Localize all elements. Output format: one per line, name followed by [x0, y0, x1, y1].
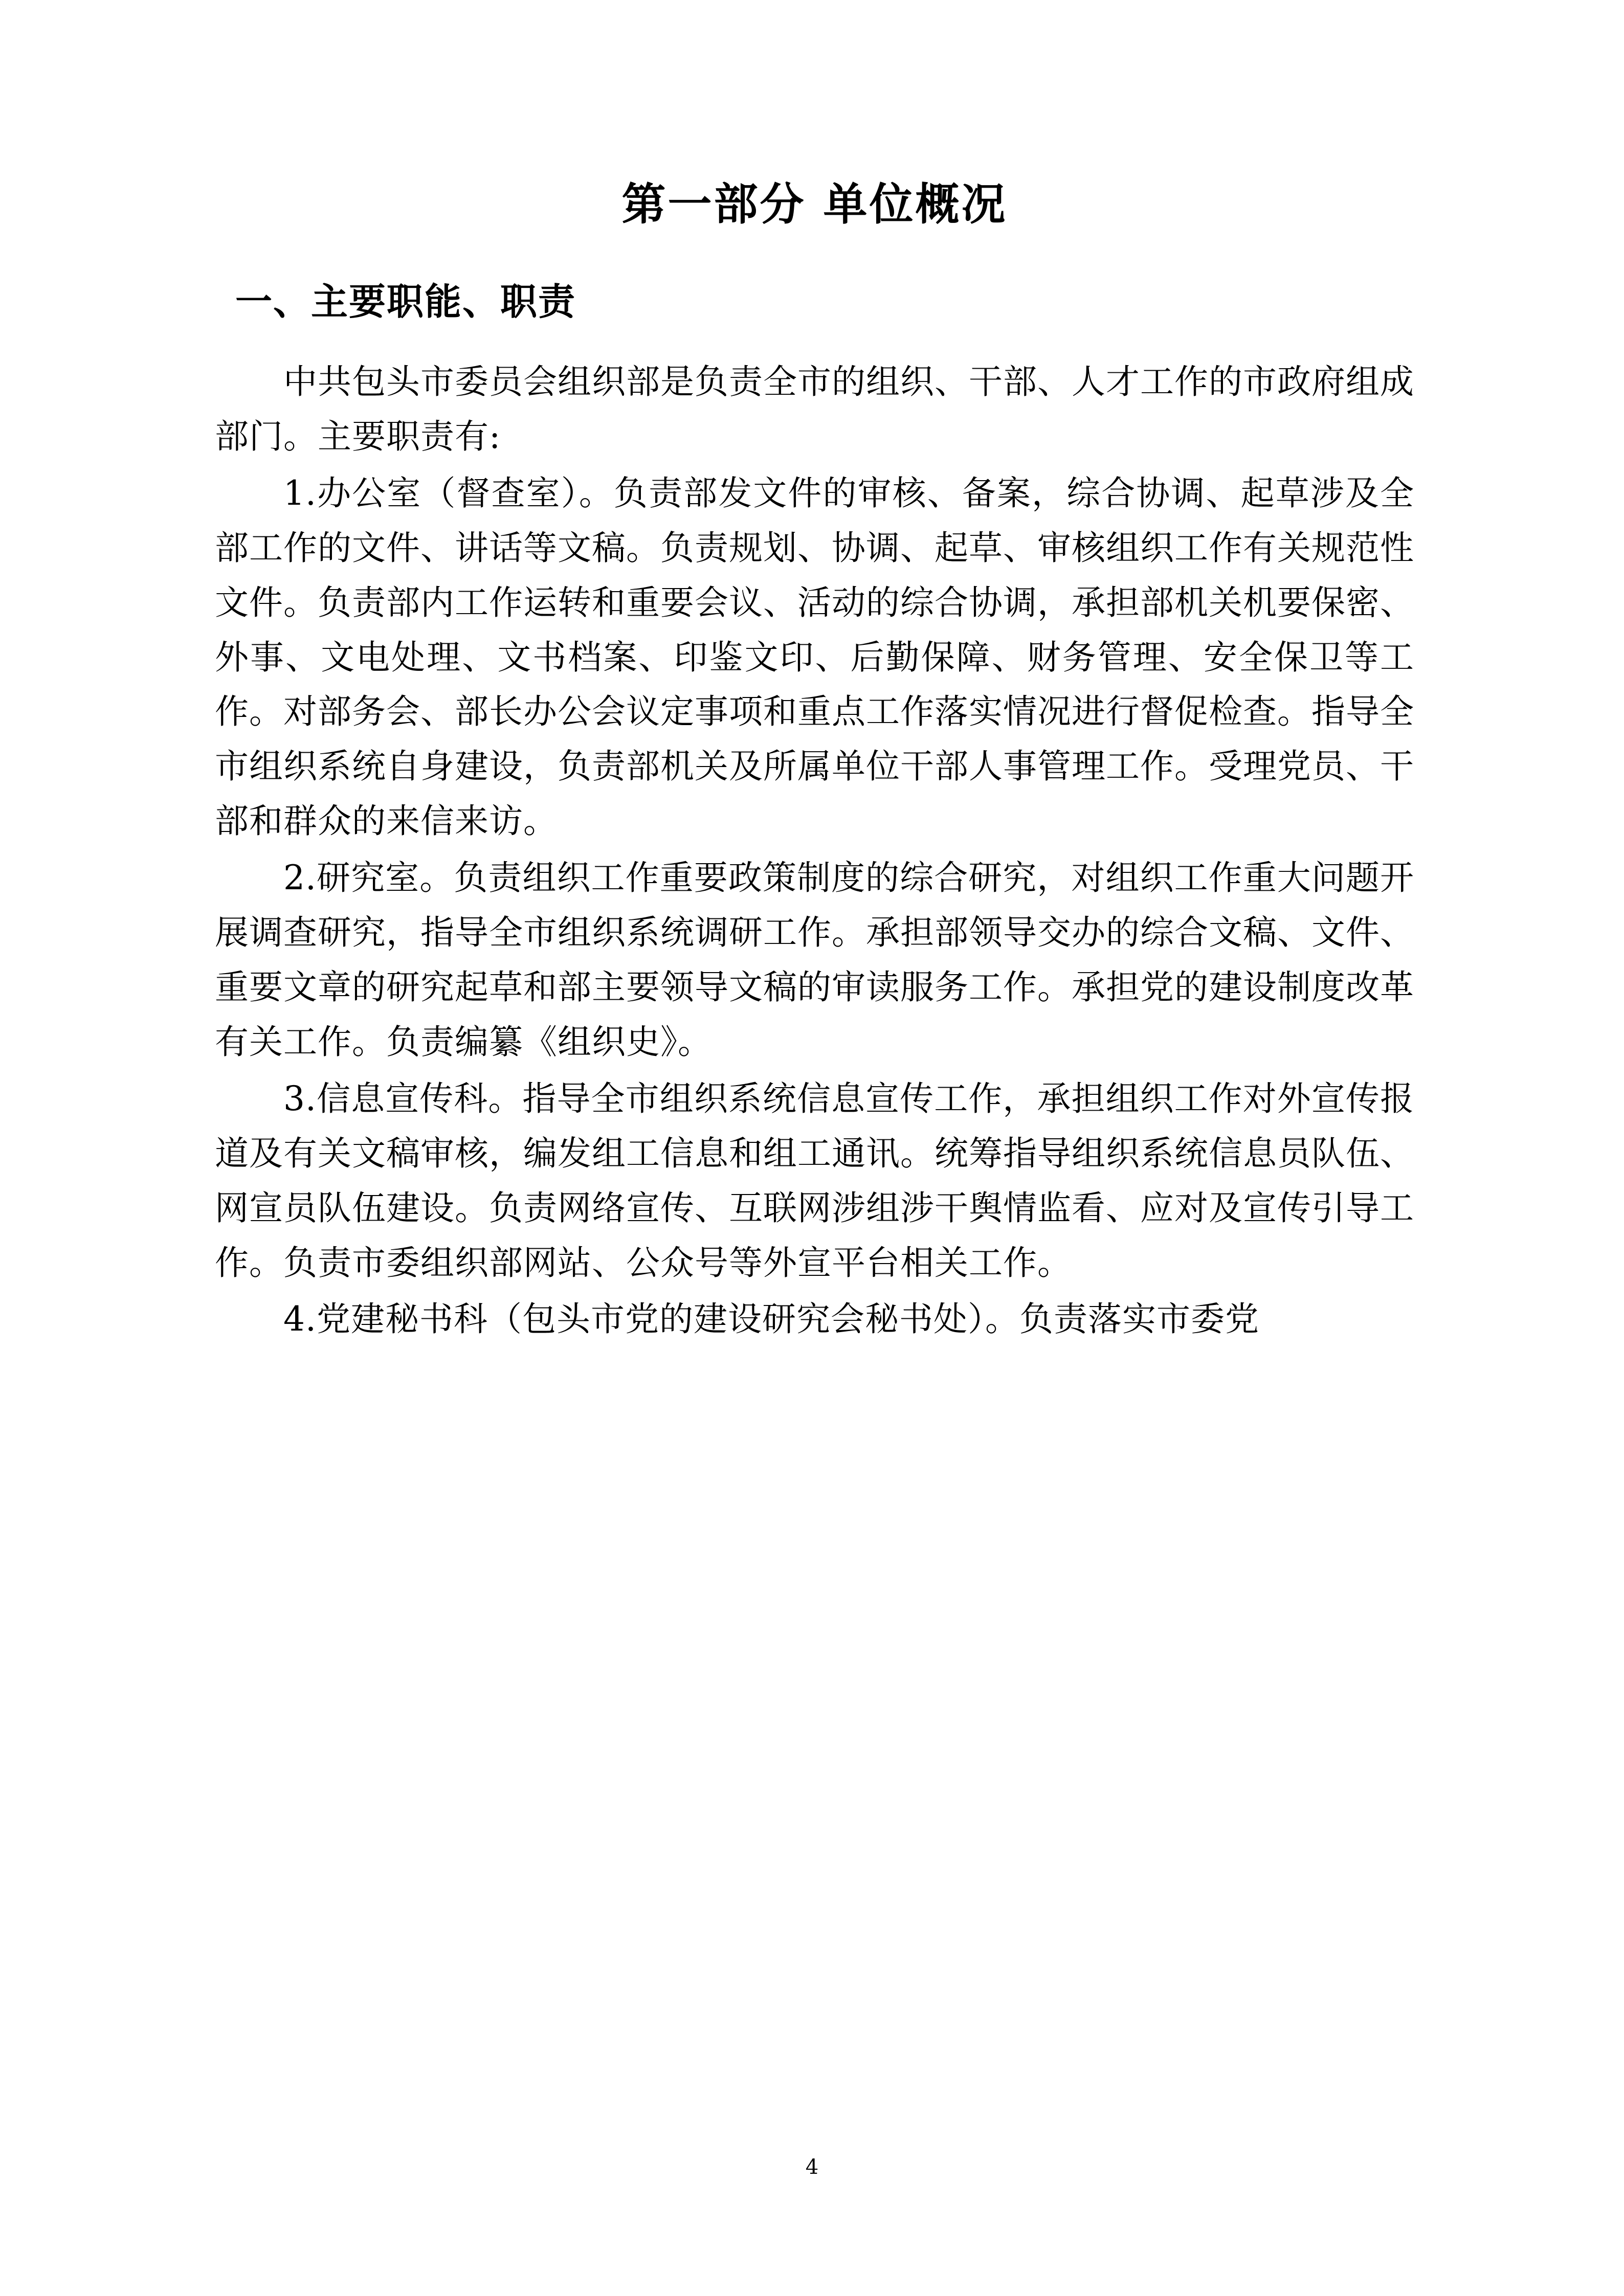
paragraph-5: 4.党建秘书科（包头市党的建设研究会秘书处）。负责落实市委党 [283, 1299, 1259, 1339]
page-title: 第一部分 单位概况 [621, 178, 1008, 230]
section-heading: 一、主要职能、职责 [235, 280, 576, 323]
page-number: 4 [805, 2155, 819, 2179]
paragraph-2: 1.办公室（督查室）。负责部发文件的审核、备案，综合协调、起草涉及全部工作的文件、讲话等文稿。负责规划、协调、起草、审核组织工作有关规范性文件。负责部内工作运转和重要会议、活动的综合协调，承担部机关机要保密、外事、文电处理、文书档案、印鉴文印、后勤保障、财务管理、安全保卫等工作。对部务会、部长办公会议定事项和重点工作落实情况进行督促检查。指导全市组织系统自身建设，负责部机关及所属单位干部人事管理工作。受理党员、干部和群众的来信来访。 [215, 473, 1414, 841]
paragraph-1: 中共包头市委员会组织部是负责全市的组织、干部、人才工作的市政府组成部门。主要职责有: [215, 362, 1414, 456]
paragraph-4: 3.信息宣传科。指导全市组织系统信息宣传工作，承担组织工作对外宣传报道及有关文稿审核，编发组工信息和组工通讯。统筹指导组织系统信息员队伍、网宣员队伍建设。负责网络宣传、互联网涉组涉干舆情监看、应对及宣传引导工作。负责市委组织部网站、公众号等外宣平台相关工作。 [215, 1078, 1414, 1282]
paragraph-3: 2.研究室。负责组织工作重要政策制度的综合研究，对组织工作重大问题开展调查研究，指导全市组织系统调研工作。承担部领导交办的综合文稿、文件、重要文章的研究起草和部主要领导文稿的审读服务工作。承担党的建设制度改革有关工作。负责编纂《组织史》。 [215, 858, 1414, 1062]
page-content [215, 169, 1414, 1349]
